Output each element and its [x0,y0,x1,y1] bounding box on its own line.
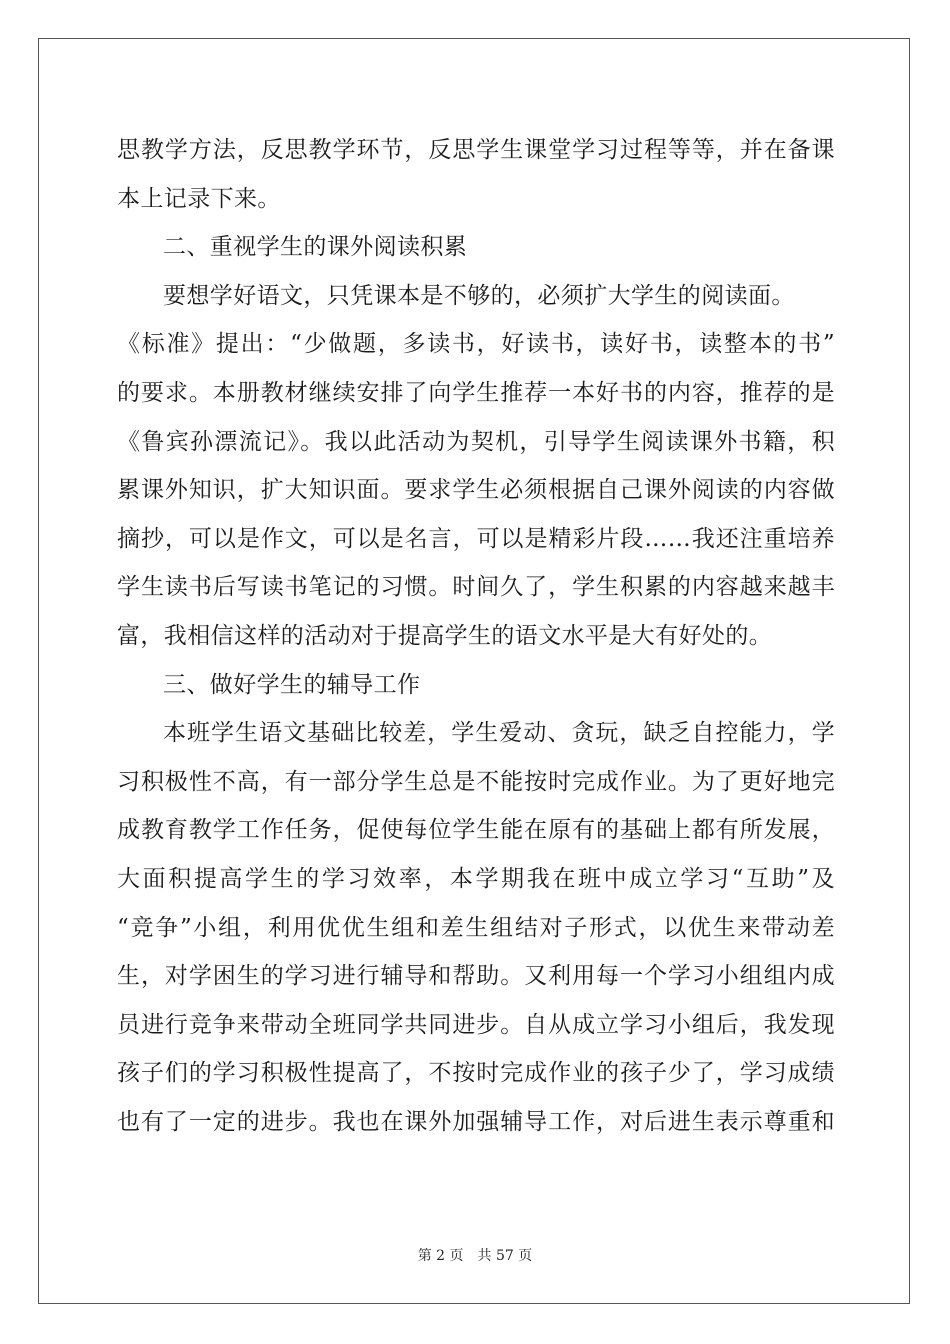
text-line: 孩子们的学习积极性提高了，不按时完成作业的孩子少了，学习成绩 [117,1060,835,1087]
text-line: 本班学生语文基础比较差，学生爱动、贪玩，缺乏自控能力，学 [163,720,835,747]
text-line: 摘抄，可以是作文，可以是名言，可以是精彩片段……我还注重培养 [117,525,835,552]
text-line: 大面积提高学生的学习效率，本学期我在班中成立学习“互助”及 [117,865,835,892]
section-heading: 二、重视学生的课外阅读积累 [163,234,468,261]
text-line: “竞争”小组，利用优优生组和差生组结对子形式，以优生来带动差 [117,914,835,941]
text-line: 本上记录下来。 [117,185,281,212]
text-line: 学生读书后写读书笔记的习惯。时间久了，学生积累的内容越来越丰 [117,574,835,601]
text-line: 也有了一定的进步。我也在课外加强辅导工作，对后进生表示尊重和 [117,1108,835,1135]
text-line: 习积极性不高，有一部分学生总是不能按时完成作业。为了更好地完 [117,768,835,795]
text-line: 成教育教学工作任务，促使每位学生能在原有的基础上都有所发展， [117,817,835,844]
text-line: 的要求。本册教材继续安排了向学生推荐一本好书的内容，推荐的是 [117,379,835,406]
page-number-footer: 第 2 页 共 57 页 [417,1248,533,1264]
text-line: 生，对学困生的学习进行辅导和帮助。又利用每一个学习小组组内成 [117,963,835,990]
section-heading: 三、做好学生的辅导工作 [163,671,421,698]
text-line: 员进行竞争来带动全班同学共同进步。自从成立学习小组后，我发现 [117,1011,835,1038]
text-line: 要想学好语文，只凭课本是不够的，必须扩大学生的阅读面。 [163,282,795,309]
text-line: 《标准》提出：“少做题，多读书，好读书，读好书，读整本的书” [117,331,835,358]
text-line: 富，我相信这样的活动对于提高学生的语文水平是大有好处的。 [117,622,773,649]
text-line: 思教学方法，反思教学环节，反思学生课堂学习过程等等，并在备课 [117,137,835,163]
text-line: 《鲁宾孙漂流记》。我以此活动为契机，引导学生阅读课外书籍，积 [117,428,835,455]
text-line: 累课外知识，扩大知识面。要求学生必须根据自己课外阅读的内容做 [117,477,835,504]
document-body [117,126,835,1146]
